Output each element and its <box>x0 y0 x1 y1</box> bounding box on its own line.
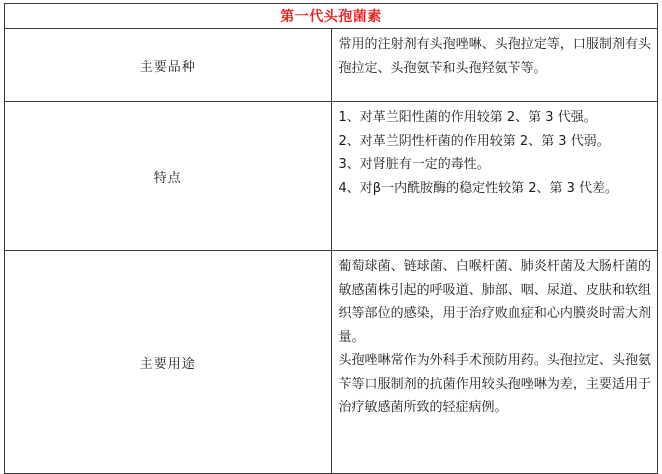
table-row-features <box>5 102 658 251</box>
row-content-main-varieties <box>331 29 658 102</box>
row-content-main-uses <box>331 251 658 474</box>
table-title-row <box>5 4 658 29</box>
table-row-main-uses <box>5 251 658 474</box>
row-label-main-uses: 主要用途 <box>5 251 332 474</box>
uses-paragraph-2: 头孢唑啉常作为外科手术预防用药。头孢拉定、头孢氨苄等口服制剂的抗菌作用较头孢唑啉为差，主要适用于治疗敏感菌所致的轻症病例。 <box>338 353 651 415</box>
uses-paragraph-1: 葡萄球菌、链球菌、白喉杆菌、肺炎杆菌及大肠杆菌的敏感菌株引起的呼吸道、肺部、咽、尿道、皮肤和软组织等部位的感染，用于治疗败血症和心内膜炎时需大剂量。 <box>338 259 651 345</box>
feature-item-2: 2、对革兰阴性杆菌的作用较第 2、第 3 代弱。 <box>338 133 610 149</box>
row-label-main-varieties: 主要品种 <box>5 29 332 102</box>
table-row-main-varieties <box>5 29 658 102</box>
feature-item-3: 3、对肾脏有一定的毒性。 <box>338 157 490 172</box>
varieties-text: 常用的注射剂有头孢唑啉、头孢拉定等，口服制剂有头孢拉定、头孢氨苄和头孢羟氨苄等。 <box>338 37 651 76</box>
table-title-cell <box>5 4 658 29</box>
feature-item-1: 1、对革兰阳性菌的作用较第 2、第 3 代强。 <box>338 110 597 125</box>
cephalosporin-table <box>4 3 658 474</box>
row-label-features: 特点 <box>5 102 332 251</box>
table-title: 第一代头孢菌素 <box>280 9 382 25</box>
feature-item-4: 4、对β一内酰胺酶的稳定性较第 2、第 3 代差。 <box>338 180 619 196</box>
row-content-features <box>331 102 658 251</box>
